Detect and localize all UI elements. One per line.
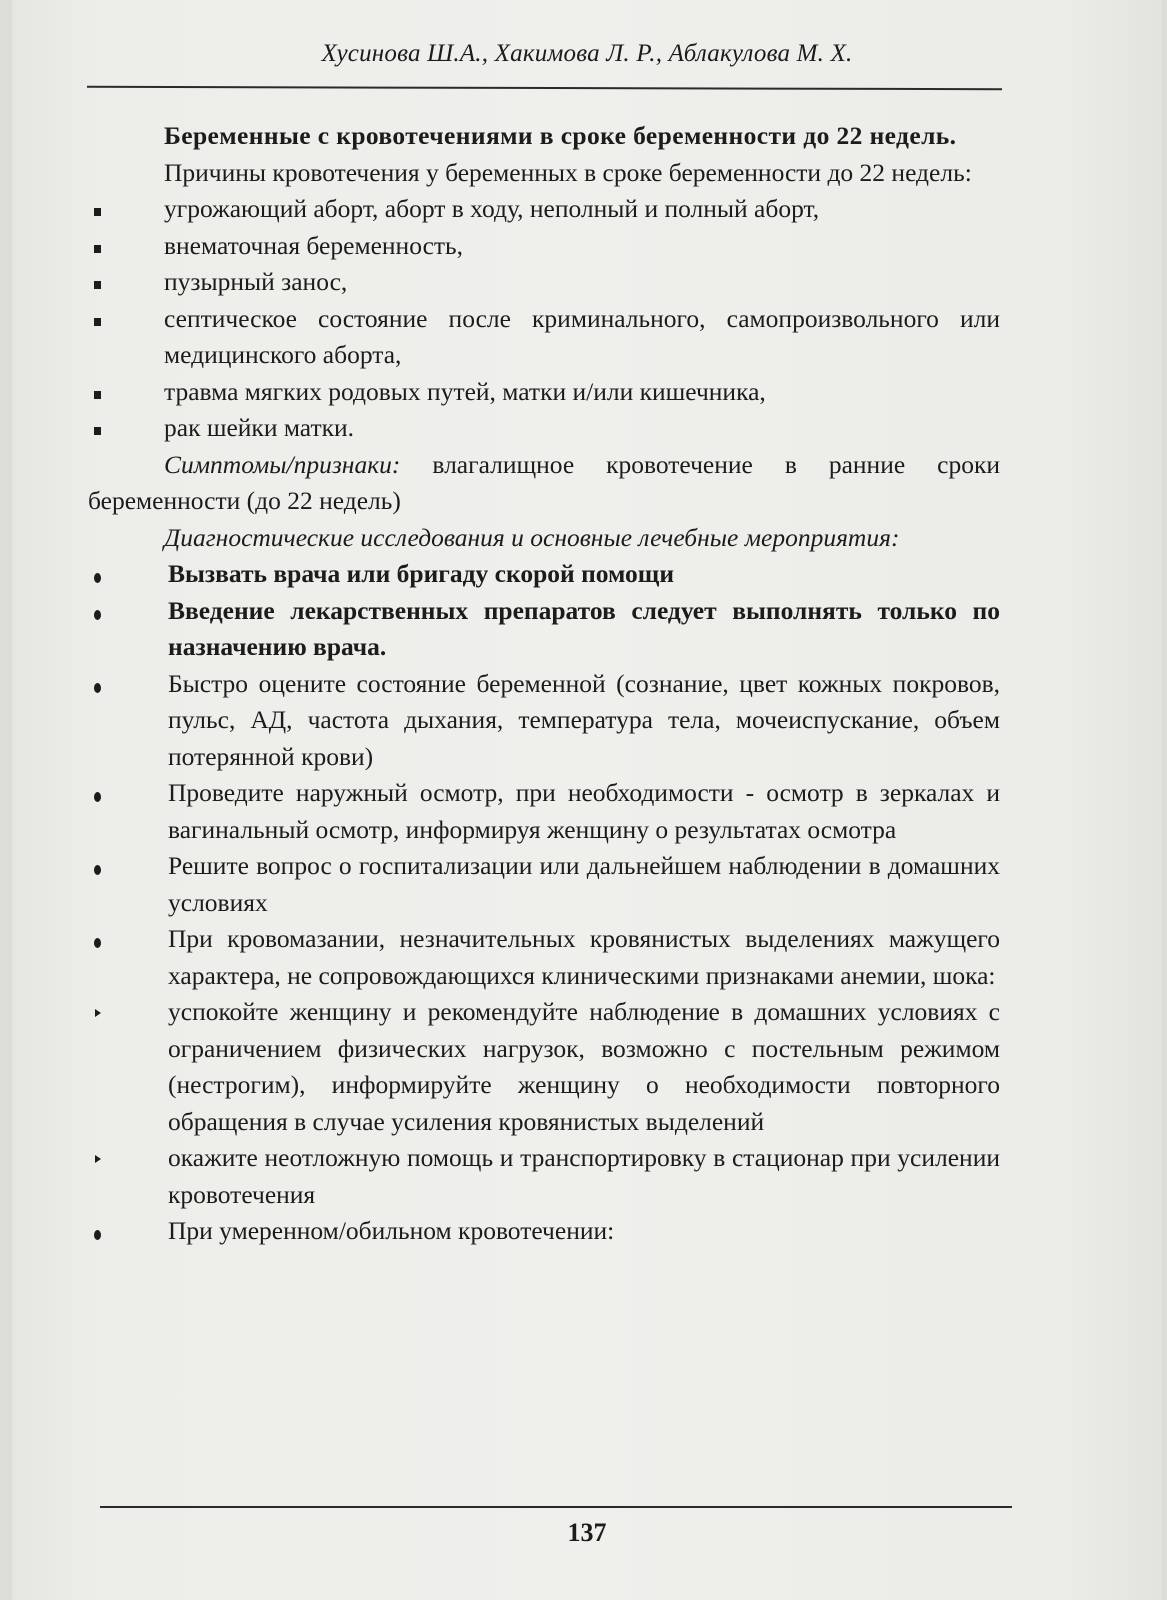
causes-list	[88, 191, 1000, 447]
page-number: 137	[567, 1518, 607, 1547]
list-item: Решите вопрос о госпитализации или дальнейшем наблюдении в домашних условиях	[168, 851, 1000, 917]
list-item: Вызвать врача или бригаду скорой помощи	[168, 559, 675, 588]
list-item: угрожающий аборт, аборт в ходу, неполный и полный аборт,	[164, 194, 820, 223]
list-item: внематочная беременность,	[164, 230, 464, 260]
page-content	[88, 118, 1000, 1250]
running-head: Хусинова Ш.А., Хакимова Л. Р., Аблакулова М. Х.	[321, 40, 853, 67]
list-item: Введение лекарственных препаратов следует выполнять только по назначению врача.	[168, 595, 1000, 661]
actions-list	[88, 556, 1000, 1250]
book-page	[12, 0, 1162, 1600]
list-item: пузырный занос,	[164, 267, 348, 296]
footer-rule	[100, 1506, 1012, 1508]
section-heading: Беременные с кровотечениями в сроке беременности до 22 недель.	[164, 121, 957, 150]
list-item: Проведите наружный осмотр, при необходимости - осмотр в зеркалах и вагинальный осмотр, информируя женщину о результатах осмотра	[168, 778, 1000, 844]
intro-paragraph: Причины кровотечения у беременных в сроке беременности до 22 недель:	[164, 157, 972, 187]
list-item: окажите неотложную помощь и транспортировку в стационар при усилении кровотечения	[168, 1143, 1000, 1209]
list-item: При умеренном/обильном кровотечении:	[168, 1216, 615, 1245]
diagnostics-label: Диагностические исследования и основные лечебные мероприятия:	[164, 522, 900, 552]
symptoms-text: влагалищное кровотечение в ранние сроки беременности (до 22 недель)	[88, 449, 1000, 515]
symptoms-label: Симптомы/признаки:	[164, 449, 401, 479]
symptoms-paragraph	[88, 447, 1000, 520]
list-item: успокойте женщину и рекомендуйте наблюдение в домашних условиях с ограничением физических нагрузок, возможно с постельным режимом (нестрогим), информируйте женщину о необходимости повторного обращения в случае усиления кровянистых выделений	[168, 997, 1000, 1136]
header-rule	[87, 86, 1002, 90]
list-item: травма мягких родовых путей, матки и/или кишечника,	[164, 376, 766, 406]
list-item: рак шейки матки.	[164, 413, 355, 442]
list-item: септическое состояние после криминального, самопроизвольного или медицинского аборта,	[164, 303, 1000, 369]
list-item: Быстро оцените состояние беременной (сознание, цвет кожных покровов, пульс, АД, частота дыхания, температура тела, мочеиспускание, объем потерянной крови)	[168, 668, 1000, 771]
list-item: При кровомазании, незначительных кровянистых выделениях мажущего характера, не сопровождающихся клиническими признаками анемии, шока:	[168, 924, 1000, 990]
